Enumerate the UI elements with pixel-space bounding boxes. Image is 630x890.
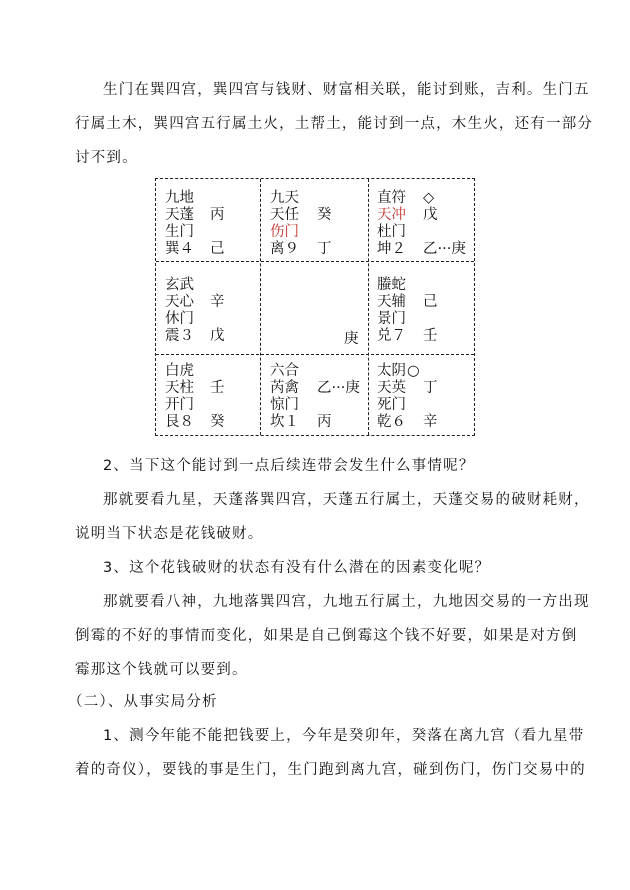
palace-li-label: 离９ — [270, 241, 299, 257]
palace-dui-star: 天辅 — [377, 294, 406, 310]
paragraph-1-line-1: 生门在巽四宫，巽四宫与钱财、财富相关联，能讨到账，吉利。生门五 — [103, 82, 590, 98]
palace-xun-star: 天蓬 — [165, 207, 194, 223]
palace-dui-shen: 螣蛇 — [377, 277, 406, 293]
palace-zhen-star-stem: 辛 — [210, 294, 225, 310]
palace-li-door: 伤门 — [270, 224, 299, 240]
palace-zhen-label: 震３ — [165, 328, 194, 344]
grid-divider — [156, 261, 474, 262]
paragraph-1-line-2: 行属土木，巽四宫五行属土火，土帮土，能讨到一点，木生火，还有一部分 — [75, 116, 594, 132]
grid-divider — [368, 179, 369, 435]
paragraph-4-line-1: 1、测今年能不能把钱要上，今年是癸卯年，癸落在离九宫（看九星带 — [103, 728, 585, 744]
question-2: 2、当下这个能讨到一点后续连带会发生什么事情呢？ — [103, 458, 475, 474]
palace-kun-star-stem: 戊 — [423, 207, 438, 223]
center-stem: 庚 — [344, 331, 359, 347]
qimen-chart-grid — [155, 178, 475, 436]
palace-gen-door: 开门 — [165, 397, 194, 413]
palace-qian-door: 死门 — [377, 397, 406, 413]
palace-qian-label: 乾６ — [377, 414, 406, 430]
palace-xun-star-stem: 丙 — [210, 207, 225, 223]
palace-qian-shen: 太阴 — [377, 363, 406, 379]
grid-divider — [156, 354, 474, 355]
palace-kan-shen: 六合 — [270, 363, 299, 379]
answer-2-line-2: 说明当下状态是花钱破财。 — [75, 526, 264, 542]
palace-xun-stem: 己 — [210, 241, 225, 257]
palace-kun-shen: 直符 — [377, 190, 406, 206]
palace-li-stem: 丁 — [317, 241, 332, 257]
palace-xun-door: 生门 — [165, 224, 194, 240]
diamond-mark-icon: ◇ — [423, 190, 435, 206]
palace-kan-star-stem: 乙···庚 — [317, 380, 360, 396]
grid-divider — [260, 179, 261, 435]
palace-gen-star-stem: 壬 — [210, 380, 225, 396]
palace-gen-star: 天柱 — [165, 380, 194, 396]
palace-kun-label: 坤２ — [377, 241, 406, 257]
palace-zhen-door: 休门 — [165, 311, 194, 327]
palace-qian-star-stem: 丁 — [423, 380, 438, 396]
question-3: 3、这个花钱破财的状态有没有什么潜在的因素变化呢？ — [103, 560, 491, 576]
answer-2-line-1: 那就要看九星，天蓬落巽四宫，天蓬五行属土，天蓬交易的破财耗财， — [103, 492, 590, 508]
palace-zhen-star: 天心 — [165, 294, 194, 310]
paragraph-4-line-2: 着的奇仪），要钱的事是生门，生门跑到离九宫，碰到伤门，伤门交易中的 — [75, 762, 586, 778]
palace-kun-star: 天冲 — [377, 207, 406, 223]
palace-kan-label: 坎１ — [270, 414, 299, 430]
answer-3-line-2: 倒霉的不好的事情而变化，如果是自己倒霉这个钱不好要，如果是对方倒 — [75, 628, 578, 644]
palace-dui-door: 景门 — [377, 311, 406, 327]
answer-3-line-1: 那就要看八神，九地落巽四宫，九地五行属土，九地因交易的一方出现 — [103, 594, 590, 610]
palace-xun-shen: 九地 — [165, 190, 194, 206]
palace-dui-stem: 壬 — [423, 328, 438, 344]
palace-qian-stem: 辛 — [423, 414, 438, 430]
palace-xun-label: 巽４ — [165, 241, 194, 257]
palace-gen-shen: 白虎 — [165, 363, 194, 379]
section-heading: （二）、从事实局分析 — [68, 694, 218, 710]
palace-kan-star: 芮禽 — [270, 380, 299, 396]
palace-kan-stem: 丙 — [317, 414, 332, 430]
palace-kun-stem: 乙···庚 — [423, 241, 466, 257]
palace-zhen-stem: 戊 — [210, 328, 225, 344]
palace-li-shen: 九天 — [270, 190, 299, 206]
palace-dui-label: 兑７ — [377, 328, 406, 344]
palace-li-star-stem: 癸 — [317, 207, 332, 223]
circle-mark-icon: ○ — [407, 363, 420, 379]
palace-kan-door: 惊门 — [270, 397, 299, 413]
palace-dui-star-stem: 己 — [423, 294, 438, 310]
palace-li-star: 天任 — [270, 207, 299, 223]
palace-gen-stem: 癸 — [210, 414, 225, 430]
palace-qian-star: 天英 — [377, 380, 406, 396]
palace-zhen-shen: 玄武 — [165, 277, 194, 293]
palace-gen-label: 艮８ — [165, 414, 194, 430]
palace-kun-door: 杜门 — [377, 224, 406, 240]
answer-3-line-3: 霉那这个钱就可以要到。 — [75, 662, 248, 678]
paragraph-1-line-3: 讨不到。 — [75, 150, 138, 166]
